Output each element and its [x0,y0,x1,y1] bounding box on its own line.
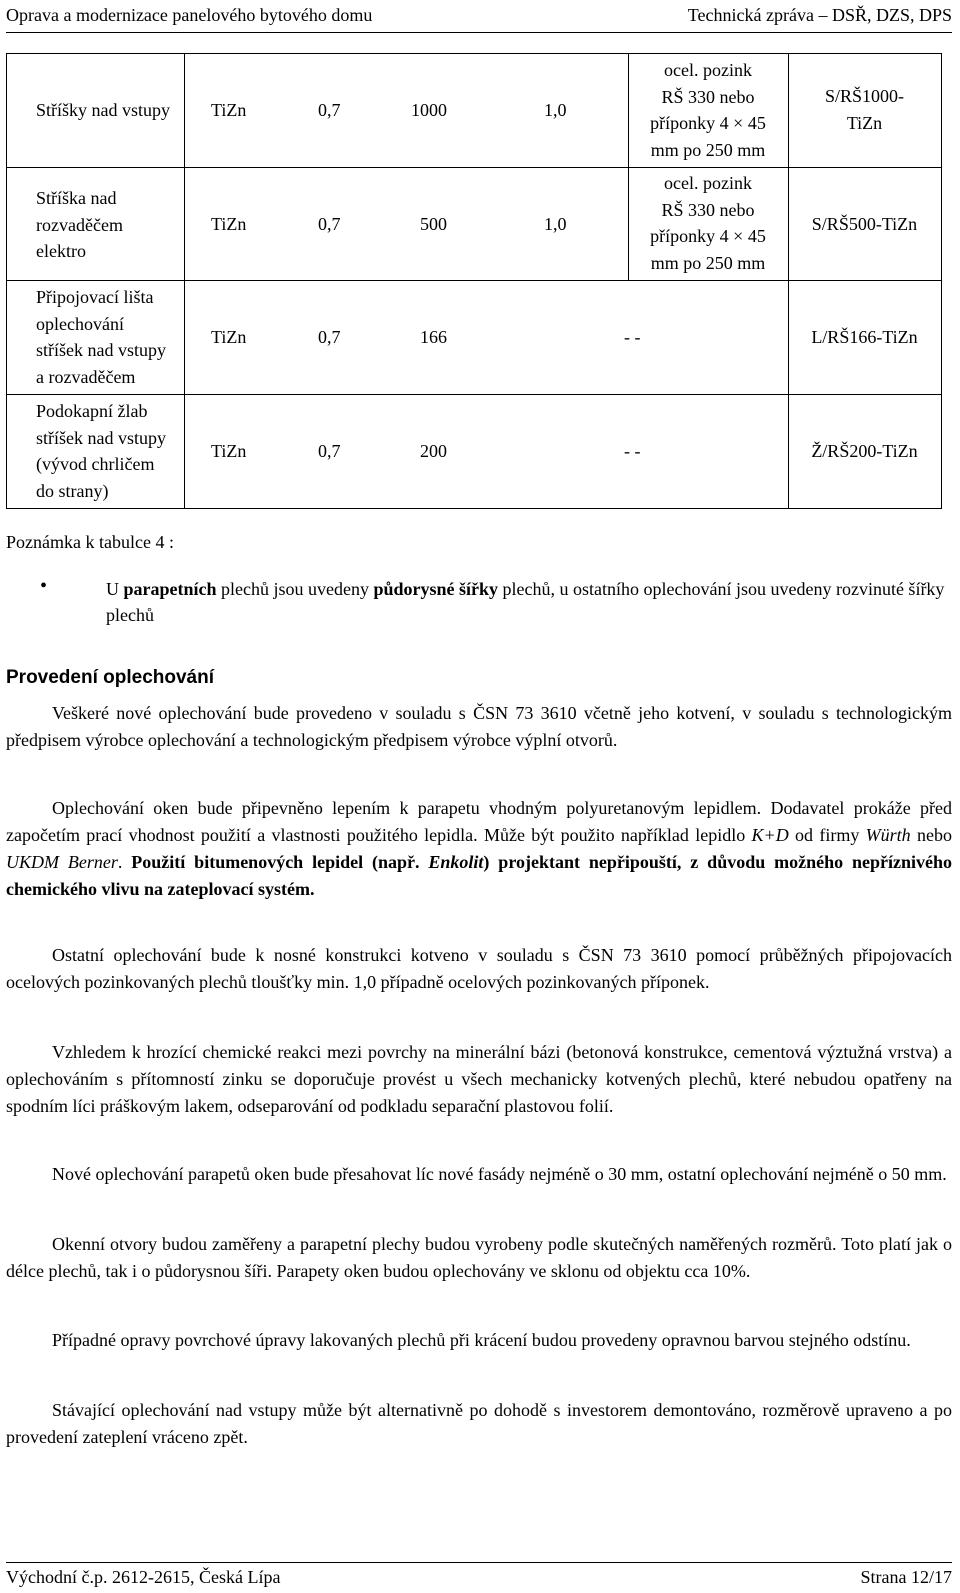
item-code: L/RŠ166-TiZn [811,327,918,347]
page-number: Strana 12/17 [860,1567,952,1587]
item-name: Stříška nad rozvaděčem elektro [36,188,123,261]
item-name: Připojovací lišta oplechování stříšek nad vstupy a rozvaděčem [36,287,166,387]
paragraph: Ostatní oplechování bude k nosné konstrukci kotveno v souladu s ČSN 73 3610 pomocí průběžných připojovacích ocelových pozinkovaných plechů tloušťky min. 1,0 případně ocelových pozinkovaných příponek. [6,945,952,992]
material: TiZn [211,441,247,461]
bullet-text: U parapetních plechů jsou uvedeny půdorysné šířky plechů, u ostatního oplechování jsou uvedeny rozvinuté šířky plechů [106,579,945,625]
paragraph: Oplechování oken bude připevněno lepením k parapetu vhodným polyuretanovým lepidlem. Dodavatel prokáže před započetím prací vhodnost použití a vlastnosti použitého lepidla. Může být použito například lepidlo K+D od firmy Würth nebo UKDM Berner. Použití bitumenových lepidel (např. Enkolit) projektant nepřipouští, z důvodu možného nepříznivého chemického vlivu na zateplovací systém. [6,798,953,899]
material: TiZn [211,327,247,347]
item-code: Ž/RŠ200-TiZn [811,441,918,461]
count: 1,0 [544,100,567,120]
thickness: 0,7 [318,214,341,234]
paragraph: Stávající oplechování nad vstupy může být alternativně po dohodě s investorem demontováno, rozměrově upraveno a po provedení zateplení vráceno zpět. [6,1400,952,1447]
item-name: Podokapní žlab stříšek nad vstupy (vývod chrličem do strany) [36,401,166,501]
footer-rule [6,1562,952,1563]
width: 166 [420,327,447,347]
flashing-table [6,53,958,513]
width: 1000 [411,100,447,120]
table-note: Poznámka k tabulce 4 : [6,532,174,552]
item-code: S/RŠ500-TiZn [811,214,918,234]
page-header [6,0,952,30]
paragraph: Okenní otvory budou zaměřeny a parapetní plechy budou vyrobeny podle skutečných naměřených rozměrů. Toto platí jak o délce plechů, tak i o půdorysnou šíři. Parapety oken budou oplechovány ve sklonu od objektu cca 10%. [6,1234,952,1281]
header-title: Oprava a modernizace panelového bytového domu [6,5,373,25]
paragraph: Veškeré nové oplechování bude provedeno v souladu s ČSN 73 3610 včetně jeho kotvení, v souladu s technologickým předpisem výrobce oplechování a technologickým předpisem výrobce výplní otvorů. [6,703,952,750]
no-value: - - [624,441,641,461]
material: TiZn [211,100,247,120]
paragraph: Vzhledem k hrozící chemické reakci mezi povrchy na minerální bázi (betonová konstrukce, cementová výztužná vrstva) a oplechováním s přítomností zinku se doporučuje provést u všech mechanicky kotvených plechů, které nebudou opatřeny na spodním líci práškovým lakem, odseparování od podkladu separační plastovou folií. [6,1042,952,1116]
width: 500 [420,214,447,234]
material: TiZn [211,214,247,234]
item-code: S/RŠ1000- TiZn [824,86,905,133]
header-rule [6,32,952,33]
paragraph: Nové oplechování parapetů oken bude přesahovat líc nové fasády nejméně o 30 mm, ostatní oplechování nejméně o 50 mm. [52,1164,947,1184]
footer-address: Východní č.p. 2612-2615, Česká Lípa [6,1567,281,1587]
bullet-icon: • [40,575,48,597]
section-title: Provedení oplechování [6,667,214,688]
thickness: 0,7 [318,100,341,120]
anchoring: ocel. pozink RŠ 330 nebo příponky 4 × 45 mm po 250 mm [650,60,766,160]
anchoring: ocel. pozink RŠ 330 nebo příponky 4 × 45 mm po 250 mm [650,173,766,273]
item-name: Stříšky nad vstupy [36,100,171,120]
thickness: 0,7 [318,327,341,347]
header-doc-type: Technická zpráva – DSŘ, DZS, DPS [687,5,952,25]
no-value: - - [624,327,641,347]
width: 200 [420,441,447,461]
count: 1,0 [544,214,567,234]
thickness: 0,7 [318,441,341,461]
paragraph: Případné opravy povrchové úpravy lakovaných plechů při krácení budou provedeny opravnou barvou stejného odstínu. [52,1330,911,1350]
